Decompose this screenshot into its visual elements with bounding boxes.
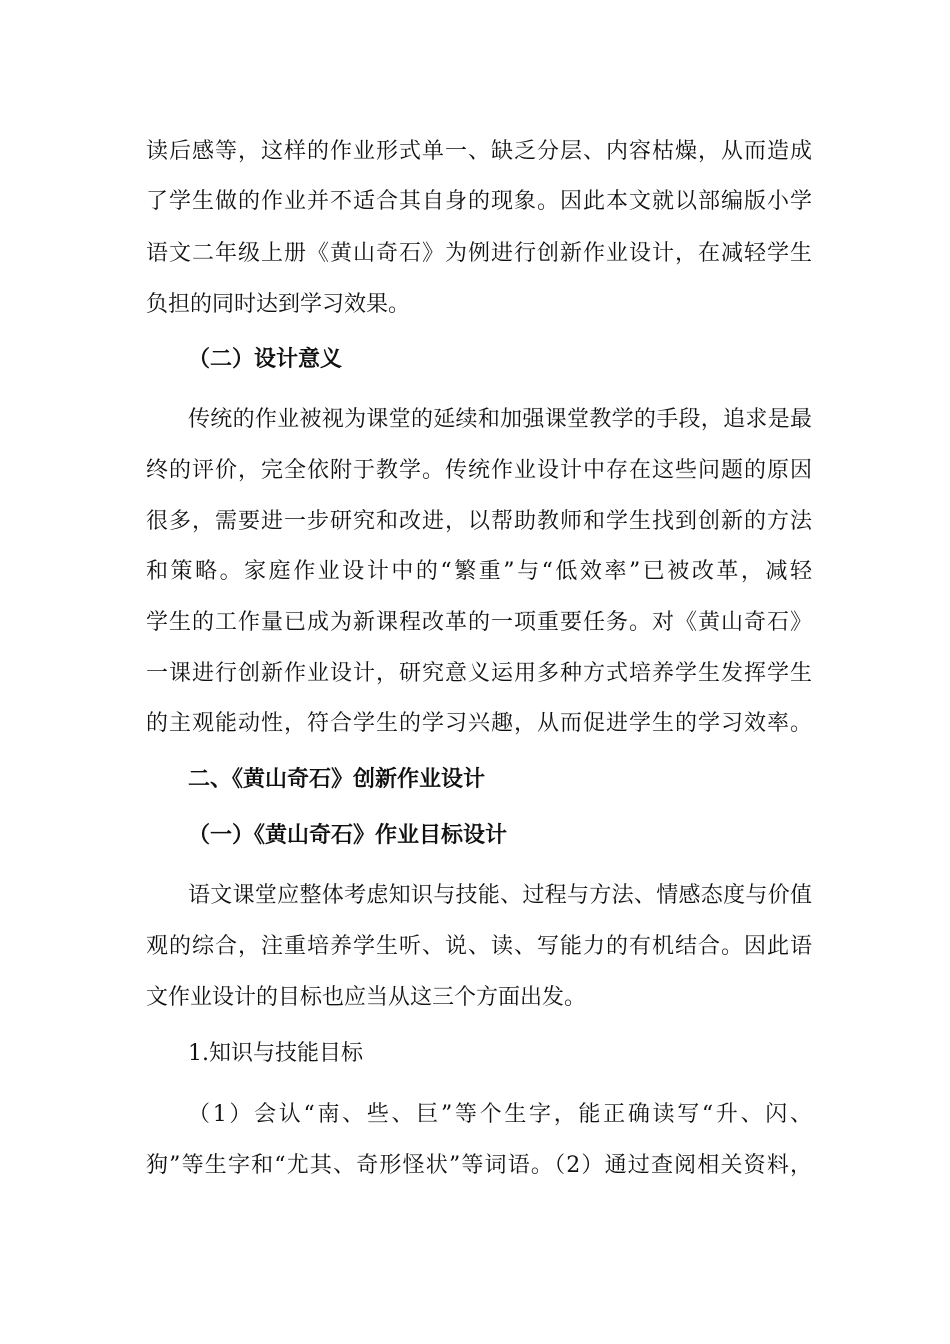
paragraph-line: 学生的工作量已成为新课程改革的一项重要任务。对《黄山奇石》 [146,610,812,635]
paragraph-line: 文作业设计的目标也应当从这三个方面出发。 [146,985,587,1010]
paragraph-line: 和策略。家庭作业设计中的“繁重”与“低效率”已被改革，减轻 [146,559,812,584]
section-heading: （二）设计意义 [188,347,343,372]
paragraph-line: 终的评价，完全依附于教学。传统作业设计中存在这些问题的原因 [146,458,812,483]
subsection-heading: （一）《黄山奇石》作业目标设计 [188,823,508,848]
numbered-item-heading: 1.知识与技能目标 [188,1041,363,1066]
paragraph-line: 语文课堂应整体考虑知识与技能、过程与方法、情感态度与价值 [188,883,812,908]
paragraph-line: 狗”等生字和“尤其、奇形怪状”等词语。（2）通过查阅相关资料， [146,1153,812,1178]
paragraph-line: 负担的同时达到学习效果。 [146,292,411,317]
paragraph-line: 的主观能动性，符合学生的学习兴趣，从而促进学生的学习效率。 [146,711,812,736]
paragraph-line: 读后感等，这样的作业形式单一、缺乏分层、内容枯燥，从而造成 [146,139,812,164]
paragraph-line: （1）会认“南、些、巨”等个生字，能正确读写“升、闪、 [188,1102,812,1127]
paragraph-line: 了学生做的作业并不适合其自身的现象。因此本文就以部编版小学 [146,189,812,214]
paragraph-line: 语文二年级上册《黄山奇石》为例进行创新作业设计，在减轻学生 [146,241,812,266]
paragraph-line: 传统的作业被视为课堂的延续和加强课堂教学的手段，追求是最 [188,407,812,432]
paragraph-line: 很多，需要进一步研究和改进，以帮助教师和学生找到创新的方法 [146,509,812,534]
section-heading: 二、《黄山奇石》创新作业设计 [188,767,486,792]
paragraph-line: 一课进行创新作业设计，研究意义运用多种方式培养学生发挥学生 [146,661,812,686]
paragraph-line: 观的综合，注重培养学生听、说、读、写能力的有机结合。因此语 [146,934,812,959]
